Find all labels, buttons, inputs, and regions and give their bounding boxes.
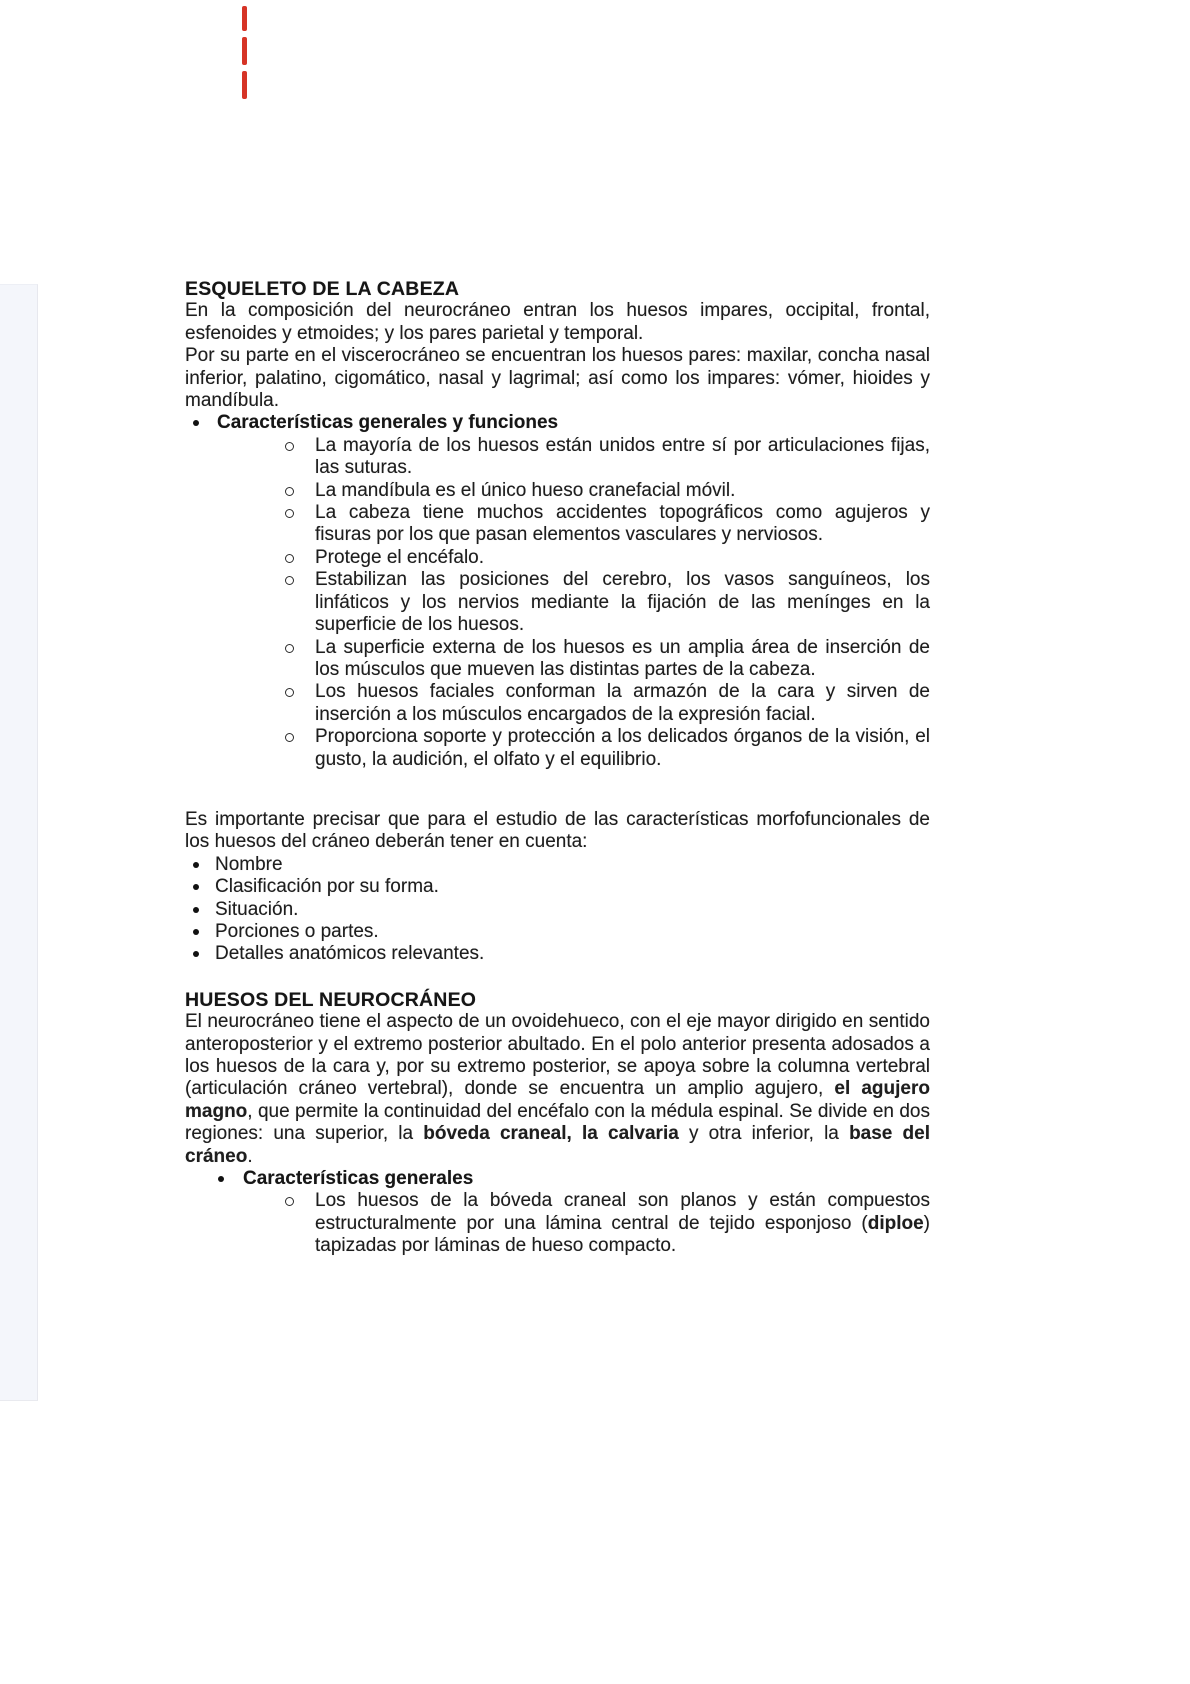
bullet-heading-label: Características generales y funciones <box>217 412 559 434</box>
page-edge-background <box>0 284 38 1401</box>
red-pen-mark <box>242 37 247 65</box>
bullet-icon <box>193 884 199 890</box>
list-item-text: La mayoría de los huesos están unidos entre sí por articulaciones fijas, las suturas. <box>315 434 930 479</box>
list-item-text: Porciones o partes. <box>215 920 379 942</box>
circle-bullet-icon <box>285 487 294 496</box>
red-pen-marks <box>242 0 248 110</box>
circle-bullet-icon <box>285 554 294 563</box>
list-item-text: La mandíbula es el único hueso cranefacial móvil. <box>315 479 736 501</box>
list-item <box>185 854 930 876</box>
bullet-heading-caracteristicas-funciones <box>185 412 930 434</box>
circle-bullet-icon <box>285 576 294 585</box>
circle-bullet-icon <box>285 442 294 451</box>
list-item <box>185 502 930 547</box>
list-item-text: Los huesos faciales conforman la armazón de la cara y sirven de inserción a los músculos encargados de la expresión facial. <box>315 681 930 725</box>
document-content <box>185 278 930 1258</box>
list-item <box>185 435 930 480</box>
circle-bullet-icon <box>285 733 294 742</box>
paragraph-neurocraneo-descripcion: El neurocráneo tiene el aspecto de un ovoidehueco, con el eje mayor dirigido en sentido anteroposterior y el extremo posterior abultado. En el polo anterior presenta adosados a los huesos de la cara y, por su extremo posterior, se apoya sobre la columna vertebral (articulación cráneo vertebral), donde se encuentra un amplio agujero, el agujero magno, que permite la continuidad del encéfalo con la médula espinal. Se divide en dos regiones: una superior, la bóveda craneal, la calvaria y otra inferior, la base del cráneo. <box>185 1011 931 1167</box>
list-item-text: Proporciona soporte y protección a los delicados órganos de la visión, el gusto, la audición, el olfato y el equilibrio. <box>315 726 930 770</box>
list-item <box>185 726 930 771</box>
paragraph-es-importante: Es importante precisar que para el estudio de las características morfofuncionales de los huesos del cráneo deberán tener en cuenta: <box>185 808 930 853</box>
list-item-text: Los huesos de la bóveda craneal son planos y están compuestos estructuralmente por una lámina central de tejido esponjoso (diploe) tapizadas por láminas de hueso compacto. <box>315 1190 930 1257</box>
list-item <box>185 480 930 502</box>
paragraph-viscerocraneo: Por su parte en el viscerocráneo se encuentran los huesos pares: maxilar, concha nasal inferior, palatino, cigomático, nasal y lagrimal; así como los impares: vómer, hioides y mandíbula. <box>185 345 930 412</box>
circle-bullet-icon <box>285 644 294 653</box>
list-item-text: Detalles anatómicos relevantes. <box>215 943 485 965</box>
list-item-text: La superficie externa de los huesos es un amplia área de inserción de los músculos que mueven las distintas partes de la cabeza. <box>315 636 930 680</box>
spacer <box>185 966 930 989</box>
circle-bullet-icon <box>285 1197 294 1206</box>
bullet-heading-caracteristicas-generales <box>185 1168 930 1190</box>
list-item <box>185 876 930 898</box>
paragraph-neurocraneo-intro: En la composición del neurocráneo entran los huesos impares, occipital, frontal, esfenoides y etmoides; y los pares parietal y temporal. <box>185 300 930 344</box>
list-item <box>185 899 930 921</box>
circle-bullet-icon <box>285 688 294 697</box>
bullet-icon <box>193 907 199 913</box>
sub-bullet-list-boveda <box>185 1190 930 1257</box>
bullet-icon <box>193 420 199 426</box>
circle-bullet-icon <box>285 509 294 518</box>
bullet-heading-label: Características generales <box>243 1168 474 1190</box>
list-item <box>185 547 930 569</box>
list-item-text: La cabeza tiene muchos accidentes topográficos como agujeros y fisuras por los que pasan elementos vasculares y nerviosos. <box>315 502 930 546</box>
list-item <box>185 637 930 682</box>
section-heading-esqueleto: ESQUELETO DE LA CABEZA <box>185 278 460 300</box>
red-pen-mark <box>242 6 247 31</box>
red-pen-mark <box>242 71 247 99</box>
spacer <box>185 771 930 809</box>
bullet-icon <box>193 862 199 868</box>
list-item-text: Situación. <box>215 898 299 920</box>
section-heading-huesos-neurocraneo: HUESOS DEL NEUROCRÁNEO <box>185 988 477 1011</box>
list-item <box>185 569 930 636</box>
sub-bullet-list-funciones <box>185 435 930 771</box>
list-item <box>185 1190 930 1257</box>
list-item <box>185 681 930 726</box>
list-item-text: Estabilizan las posiciones del cerebro, los vasos sanguíneos, los linfáticos y los nervios mediante la fijación de las menínges en la superficie de los huesos. <box>315 569 930 636</box>
list-item <box>185 921 930 943</box>
list-item-text: Protege el encéfalo. <box>315 546 485 568</box>
bullet-icon <box>193 951 199 957</box>
bullet-list-criterios <box>185 854 930 966</box>
bullet-icon <box>218 1176 224 1182</box>
list-item-text: Clasificación por su forma. <box>215 876 439 898</box>
bullet-icon <box>193 929 199 935</box>
list-item <box>185 943 930 965</box>
list-item-text: Nombre <box>215 853 283 875</box>
